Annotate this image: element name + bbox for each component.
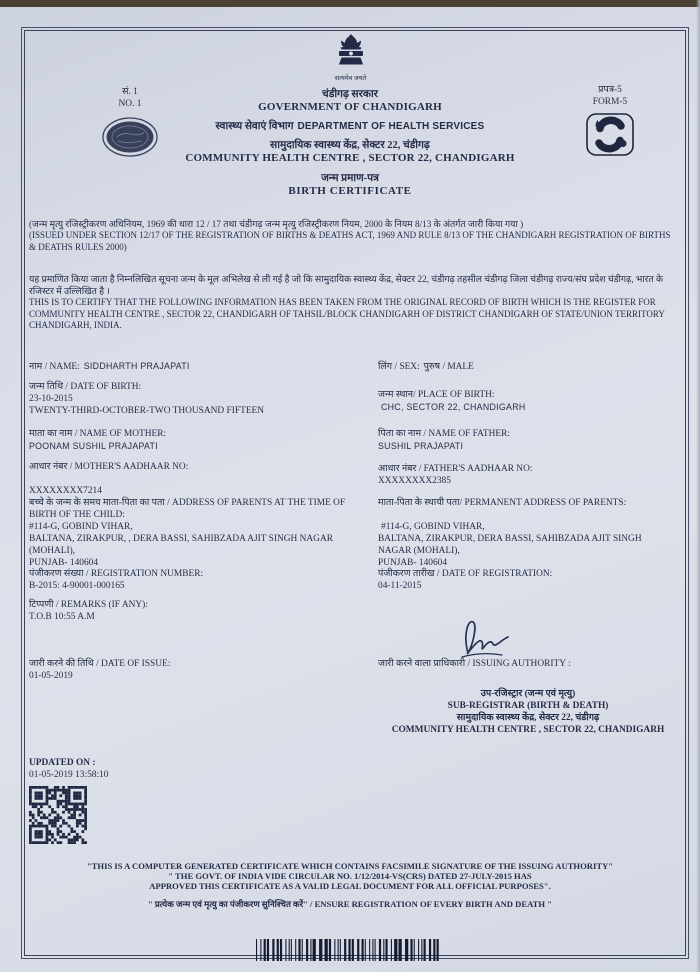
header-centre (150, 88, 550, 165)
field-issue-date (29, 658, 369, 682)
footer-line-2: " THE GOVT. OF INDIA VIDE CIRCULAR NO. 1/12/2014-VS(CRS) DATED 27-JULY-2015 HAS (168, 871, 532, 881)
government-title-hindi: चंडीगढ़ सरकार (322, 89, 378, 100)
document-title-english: BIRTH CERTIFICATE (288, 185, 412, 197)
centre-name-hindi: सामुदायिक स्वास्थ्य केंद्र, सेक्टर 22, चंडीगढ़ (270, 139, 430, 151)
remarks-label: टिप्पणी / REMARKS (IF ANY): (29, 600, 148, 610)
field-issuing-authority (378, 658, 678, 736)
footer-slogan: " प्रत्येक जन्म एवं मृत्यु का पंजीकरण सुनिश्चित करें" / ENSURE REGISTRATION OF EVERY BIRTH AND DEATH " (148, 899, 552, 909)
scan-top-edge (0, 0, 700, 7)
footer-line-3: APPROVED THIS CERTIFICATE AS A VALID LEGAL DOCUMENT FOR ALL OFFICIAL PURPOSES". (149, 881, 551, 891)
crs-logo-icon (585, 112, 635, 157)
issue-date-label: जारी करने की तिथि / DATE OF ISSUE: (29, 659, 171, 669)
footer-line-1: "THIS IS A COMPUTER GENERATED CERTIFICATE WHICH CONTAINS FACSIMILE SIGNATURE OF THE ISSUING AUTHORITY" (86, 861, 614, 871)
barcode (256, 939, 442, 961)
form-block (570, 84, 650, 162)
permanent-address-line: PUNJAB- 140604 (378, 558, 448, 568)
permanent-address-line: #114-G, GOBIND VIHAR, (381, 522, 485, 532)
mother-aadhaar-label: आधार नंबर / MOTHER'S AADHAAR NO: (29, 462, 189, 472)
birth-address-label: बच्चे के जन्म के समय माता-पिता का पता / ADDRESS OF PARENTS AT THE TIME OF BIRTH OF THE CHILD: (29, 498, 346, 520)
field-sex (378, 356, 678, 374)
field-father (378, 428, 678, 452)
issuing-authority-signature (452, 613, 514, 661)
registration-number-label: पंजीकरण संख्या / REGISTRATION NUMBER: (29, 569, 204, 579)
footer-disclaimer (40, 861, 660, 910)
issued-under-english: (ISSUED UNDER SECTION 12/17 OF THE REGISTRATION OF BIRTHS & DEATHS ACT, 1969 AND RULE 8/13 OF THE CHANDIGARH REGISTRATION OF BIRTHS & DEATHS RULES 2000) (29, 230, 671, 252)
emblem-block (323, 33, 378, 82)
field-dob (29, 381, 369, 417)
issuing-authority-label: जारी करने वाला प्राधिकारी / ISSUING AUTHORITY : (378, 659, 571, 669)
registration-date-value: 04-11-2015 (378, 581, 422, 591)
updated-on-value: 01-05-2019 13:58:10 (29, 770, 109, 780)
authority-centre: COMMUNITY HEALTH CENTRE , SECTOR 22, CHANDIGARH (391, 725, 665, 735)
ashoka-emblem-icon (334, 33, 368, 67)
dob-label: जन्म तिथि / DATE OF BIRTH: (29, 382, 142, 392)
field-mother (29, 428, 369, 452)
emblem-caption: सत्यमेव जयते (334, 75, 367, 82)
pob-value: CHC, SECTOR 22, CHANDIGARH (381, 402, 526, 412)
birth-address-line: #114-G, GOBIND VIHAR, (29, 522, 133, 532)
dob-words: TWENTY-THIRD-OCTOBER-TWO THOUSAND FIFTEEN (29, 406, 265, 416)
registration-date-label: पंजीकरण तारीख / DATE OF REGISTRATION: (378, 569, 553, 579)
dob-value: 23-10-2015 (29, 394, 73, 404)
father-aadhaar-label: आधार नंबर / FATHER'S AADHAAR NO: (378, 464, 533, 474)
certify-english: THIS IS TO CERTIFY THAT THE FOLLOWING INFORMATION HAS BEEN TAKEN FROM THE ORIGINAL RECORD OF BIRTH WHICH IS THE REGISTER FOR COMMUNITY HEALTH CENTRE , SECTOR 22, CHANDIGARH OF TAHSIL/BLOCK CHANDIGARH OF DISTRICT CHANDIGARH OF STATE/UNION TERRITORY CHANDIGARH, INDIA. (29, 297, 665, 330)
form-number: FORM-5 (592, 97, 628, 107)
remarks-value: T.O.B 10:55 A.M (29, 612, 95, 622)
field-permanent-address (378, 497, 668, 569)
qr-code (29, 786, 87, 844)
mother-name-label: माता का नाम / NAME OF MOTHER: (29, 429, 167, 439)
pob-label: जन्म स्थान/ PLACE OF BIRTH: (378, 390, 495, 400)
document-title (200, 172, 500, 199)
authority-centre-hindi: सामुदायिक स्वास्थ्य केंद्र, सेक्टर 22, चंडीगढ़ (456, 713, 600, 723)
scan-right-edge (696, 0, 700, 972)
birth-address-line: BALTANA, ZIRAKPUR, , DERA BASSI, SAHIBZADA AJIT SINGH NAGAR (MOHALI), (29, 534, 333, 556)
issue-date-value: 01-05-2019 (29, 671, 73, 681)
permanent-address-line: BALTANA, ZIRAKPUR, DERA BASSI, SAHIBZADA AJIT SINGH NAGAR (MOHALI), (378, 534, 642, 556)
birth-address-line: PUNJAB- 140604 (29, 558, 99, 568)
certify-paragraph (29, 273, 679, 332)
department-title-hindi: स्वास्थ्य सेवाएं विभाग (215, 120, 294, 132)
father-aadhaar-value: XXXXXXXX2385 (378, 476, 451, 486)
field-updated-on (29, 757, 279, 781)
permanent-address-label: माता-पिता के स्थायी पता/ PERMANENT ADDRESS OF PARENTS: (378, 498, 627, 508)
authority-designation: SUB-REGISTRAR (BIRTH & DEATH) (447, 701, 609, 711)
authority-designation-hindi: उप-रजिस्ट्रार (जन्म एवं मृत्यु) (480, 689, 576, 699)
updated-on-label: UPDATED ON : (29, 758, 96, 768)
mother-aadhaar-value: XXXXXXXX7214 (29, 486, 102, 496)
centre-name: COMMUNITY HEALTH CENTRE , SECTOR 22, CHANDIGARH (185, 151, 515, 164)
document-title-hindi: जन्म प्रमाण-पत्र (321, 173, 379, 184)
field-mother-aadhaar (29, 461, 369, 497)
serial-number: NO. 1 (118, 99, 142, 109)
serial-number-hindi: सं. 1 (122, 87, 138, 97)
field-birth-address (29, 497, 372, 569)
father-name-value: SUSHIL PRAJAPATI (378, 441, 464, 451)
father-name-label: पिता का नाम / NAME OF FATHER: (378, 429, 510, 439)
mother-name-value: POONAM SUSHIL PRAJAPATI (29, 441, 158, 451)
field-name (29, 356, 369, 374)
department-title: DEPARTMENT OF HEALTH SERVICES (297, 120, 485, 132)
field-pob (378, 389, 678, 413)
sex-value: पुरुष / MALE (423, 362, 474, 372)
government-title: GOVERNMENT OF CHANDIGARH (258, 101, 442, 113)
certify-hindi: यह प्रमाणित किया जाता है निम्नलिखित सूचना जन्म के मूल अभिलेख से ली गई है जो कि सामुदायिक स्वास्थ्य केंद्र, सेक्टर 22, चंडीगढ़ तहसील चंडीगढ़ जिला चंडीगढ़ राज्य/संघ प्रदेश चंडीगढ़, भारत के रजिस्टर में उल्लिखित है । (29, 274, 664, 296)
issued-under-paragraph (29, 218, 677, 253)
form-number-hindi: प्रपत्र-5 (598, 85, 622, 95)
field-father-aadhaar (378, 463, 678, 487)
field-registration-date (378, 568, 678, 592)
field-remarks (29, 599, 369, 623)
sex-label: लिंग / SEX: (378, 362, 420, 372)
registration-number-value: B-2015: 4-90001-000165 (29, 581, 125, 591)
field-registration-number (29, 568, 369, 592)
name-label: नाम / NAME: (29, 362, 80, 372)
name-value: SIDDHARTH PRAJAPATI (83, 361, 190, 371)
issued-under-hindi: (जन्म मृत्यु रजिस्ट्रीकरण अधिनियम, 1969 की धारा 12 / 17 तथा चंडीगढ़ जन्म मृत्यु रजिस्ट्रीकरण नियम, 2000 के नियम 8/13 के अंतर्गत जारी किया गया ) (29, 219, 524, 229)
